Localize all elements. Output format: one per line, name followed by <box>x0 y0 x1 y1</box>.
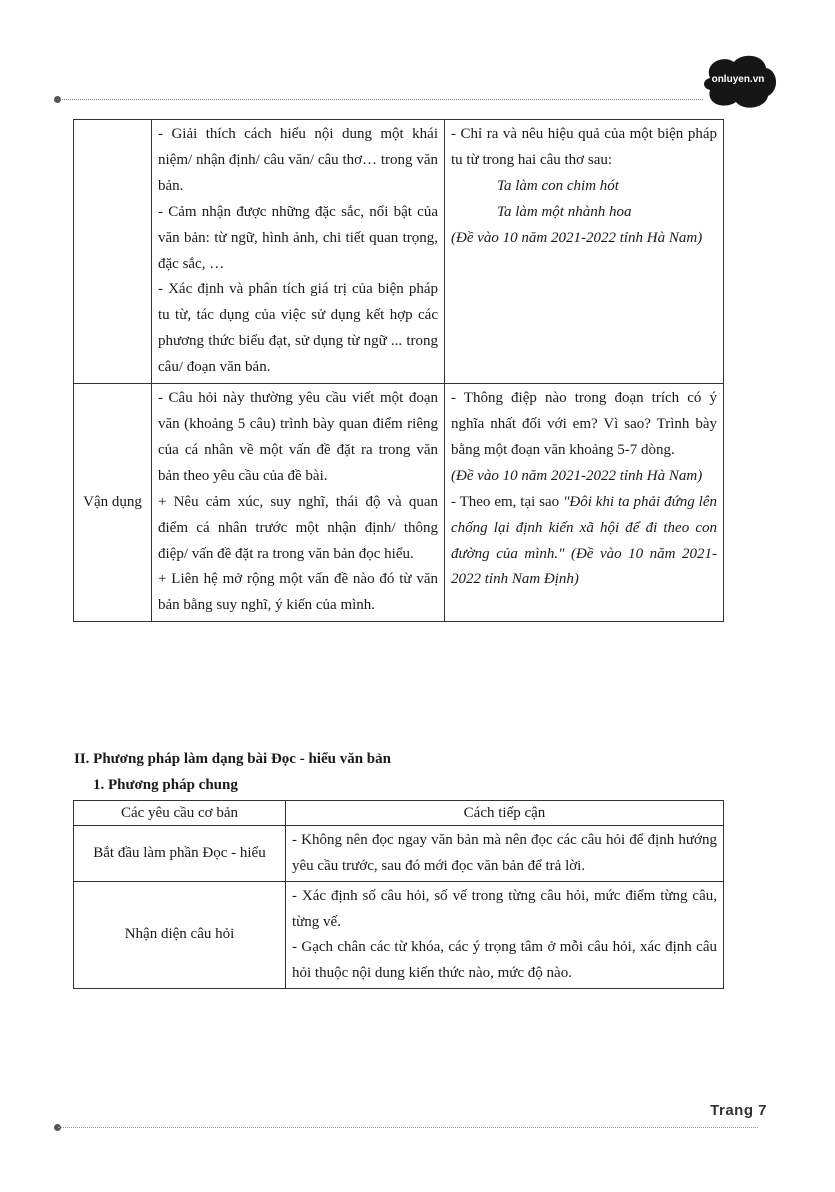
table-row <box>74 826 724 882</box>
page-number: Trang 7 <box>710 1102 767 1119</box>
example-cell <box>445 120 724 384</box>
brand-logo-text: onluyen.vn <box>711 74 765 85</box>
approach-item: - Xác định số câu hỏi, số vế trong từng câu hỏi, mức điểm từng câu, từng vế. <box>292 888 717 930</box>
poem-line: Ta làm một nhành hoa <box>497 203 632 220</box>
example-source: (Đề vào 10 năm 2021-2022 tỉnh Hà Nam) <box>451 229 703 246</box>
example-cell <box>445 384 724 622</box>
table-row <box>74 384 724 622</box>
column-header: Cách tiếp cận <box>286 801 724 826</box>
poem-line: Ta làm con chim hót <box>497 177 619 194</box>
content-cell <box>152 120 445 384</box>
example-source: (Đề vào 10 năm 2021-2022 tỉnh Nam Định) <box>451 545 717 588</box>
approach-item: - Gạch chân các từ khóa, các ý trọng tâm ở mỗi câu hỏi, xác định câu hỏi thuộc nội dung kiến thức nào, mức độ nào. <box>292 939 717 981</box>
requirement-cell: Nhận diện câu hỏi <box>74 882 286 989</box>
table-row <box>74 882 724 989</box>
section-heading: II. Phương pháp làm dạng bài Đọc - hiểu văn bản <box>74 751 391 767</box>
example-question <box>451 490 717 594</box>
example-quote: "Đôi khi ta phải đứng lên chống lại định kiến xã hội để đi theo con đường của mình." <box>451 493 718 562</box>
requirement-cell: Bắt đầu làm phần Đọc - hiểu <box>74 826 286 882</box>
column-header: Các yêu cầu cơ bản <box>74 801 286 826</box>
content-item: - Câu hỏi này thường yêu cầu viết một đoạn văn (khoảng 5 câu) trình bày quan điểm riêng của cá nhân về một vấn đề đặt ra trong văn bản theo yêu cầu của đề bài. <box>158 390 438 484</box>
content-item: + Liên hệ mở rộng một vấn đề nào đó từ văn bản bằng suy nghĩ, ý kiến của mình. <box>158 571 438 614</box>
content-item: - Xác định và phân tích giá trị của biện pháp tu từ, tác dụng của việc sử dụng kết hợp các phương thức biểu đạt, sử dụng từ ngữ ... trong câu/ đoạn văn bản. <box>158 281 438 376</box>
content-item: - Giải thích cách hiểu nội dung một khái niệm/ nhận định/ câu văn/ câu thơ… trong văn bản. <box>158 126 438 194</box>
table-header-row <box>74 801 724 826</box>
content-item: - Cảm nhận được những đặc sắc, nổi bật của văn bản: từ ngữ, hình ảnh, chi tiết quan trọng, đặc sắc, … <box>158 203 438 272</box>
table-row <box>74 120 724 384</box>
level-cell <box>74 120 152 384</box>
approach-item: - Không nên đọc ngay văn bản mà nên đọc các câu hỏi để định hướng yêu cầu trước, sau đó mới đọc văn bản để trả lời. <box>292 832 717 874</box>
example-source: (Đề vào 10 năm 2021-2022 tỉnh Hà Nam) <box>451 467 703 484</box>
example-prefix: - Theo em, tại sao <box>451 493 564 510</box>
footer-rule <box>58 1127 758 1128</box>
method-table <box>73 800 724 989</box>
example-question: - Thông điệp nào trong đoạn trích có ý nghĩa nhất đối với em? Vì sao? Trình bày bằng một đoạn văn khoảng 5-7 dòng. <box>451 390 717 458</box>
example-question: - Chỉ ra và nêu hiệu quả của một biện pháp tu từ trong hai câu thơ sau: <box>451 126 717 168</box>
content-cell <box>152 384 445 622</box>
level-cell: Vận dụng <box>74 384 152 622</box>
approach-cell <box>286 826 724 882</box>
subsection-heading: 1. Phương pháp chung <box>93 777 238 793</box>
skills-table <box>73 119 724 622</box>
content-item: + Nêu cảm xúc, suy nghĩ, thái độ và quan điểm cá nhân trước một nhận định/ thông điệp/ vấn đề đặt ra trong văn bản đọc hiểu. <box>158 493 438 562</box>
approach-cell <box>286 882 724 989</box>
header-rule <box>58 99 703 100</box>
